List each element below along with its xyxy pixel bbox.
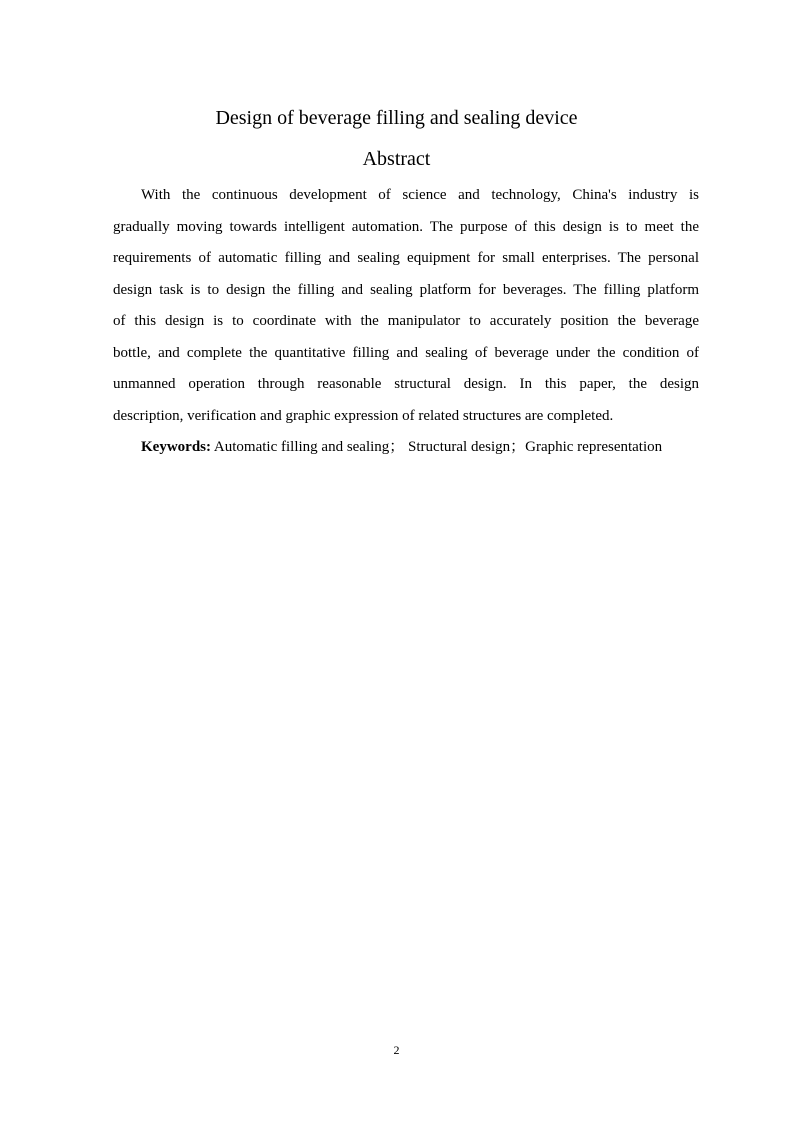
abstract-line: bottle, and complete the quantitative filling and sealing of beverage under the condition of	[113, 344, 699, 361]
abstract-line: description, verification and graphic expression of related structures are completed.	[113, 407, 614, 424]
abstract-line: of this design is to coordinate with the manipulator to accurately position the beverage	[113, 313, 699, 329]
abstract-body	[113, 180, 699, 464]
abstract-line: gradually moving towards intelligent automation. The purpose of this design is to meet the	[113, 218, 699, 235]
paper-title: Design of beverage filling and sealing device	[215, 107, 578, 129]
keywords-label: Keywords:	[141, 439, 211, 455]
keywords-text: Automatic filling and sealing； Structural design；Graphic representation	[211, 439, 663, 455]
keywords-line	[113, 432, 699, 464]
abstract-line: requirements of automatic filling and sealing equipment for small enterprises. The personal	[113, 250, 699, 266]
abstract-line: With the continuous development of science and technology, China's industry is	[141, 187, 699, 203]
abstract-line: design task is to design the filling and sealing platform for beverages. The filling platform	[113, 281, 699, 298]
abstract-heading: Abstract	[362, 148, 431, 170]
abstract-line: unmanned operation through reasonable structural design. In this paper, the design	[113, 376, 699, 392]
page-number: 2	[393, 1043, 400, 1057]
